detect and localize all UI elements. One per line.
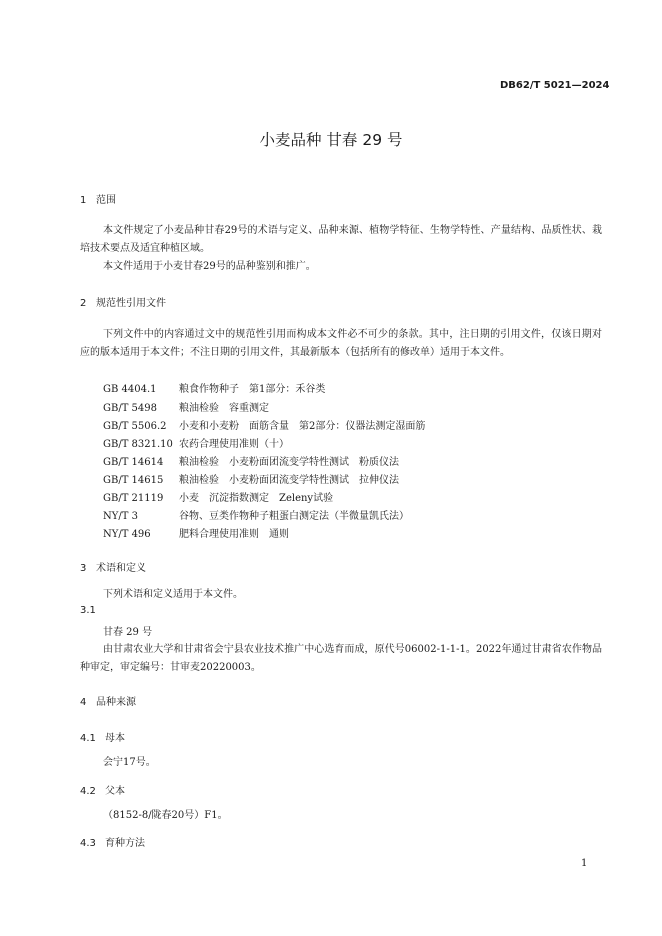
reference-item (103, 453, 399, 468)
subsection-number: 4.1 (80, 733, 96, 744)
reference-item (103, 471, 399, 486)
reference-code: GB 4404.1 (103, 384, 157, 395)
reference-title: 粮食作物种子 第1部分：禾谷类 (179, 384, 326, 395)
reference-title: 谷物、豆类作物种子粗蛋白测定法（半微量凯氏法） (179, 511, 409, 522)
reference-item (103, 399, 269, 414)
reference-code: GB/T 14614 (103, 457, 164, 468)
subsection-number: 4.3 (80, 838, 96, 849)
subsection-4-2-text: （8152-8/陇春20号）F1。 (103, 810, 228, 821)
reference-title: 粮油检验 小麦粉面团流变学特性测试 粉质仪法 (179, 457, 399, 468)
reference-title: 小麦 沉淀指数测定 Zeleny试验 (179, 493, 334, 504)
subsection-3-1-number: 3.1 (80, 605, 96, 616)
subsection-4-1-text: 会宁17号。 (103, 757, 156, 768)
reference-title: 小麦和小麦粉 面筋含量 第2部分：仪器法测定湿面筋 (179, 421, 426, 432)
reference-code: NY/T 3 (103, 511, 138, 522)
subsection-title: 母本 (105, 733, 125, 744)
reference-item (103, 380, 325, 395)
page-number: 1 (581, 858, 588, 869)
reference-title: 肥料合理使用准则 通则 (179, 529, 289, 540)
section-title: 范围 (96, 195, 116, 206)
subsection-title: 父本 (105, 786, 125, 797)
subsection-title: 育种方法 (105, 838, 145, 849)
section-number: 3 (80, 563, 87, 574)
section-1-paragraph-1: 本文件规定了小麦品种甘春29号的术语与定义、品种来源、植物学特征、生物学特性、产量结构、品质性状、栽培技术要点及适宜种植区域。 (80, 225, 602, 254)
document-code: DB62/T 5021—2024 (500, 80, 610, 91)
section-title: 术语和定义 (96, 563, 146, 574)
reference-item (103, 489, 333, 504)
section-title: 品种来源 (96, 697, 136, 708)
section-number: 4 (80, 697, 87, 708)
reference-title: 粮油检验 容重测定 (179, 403, 269, 414)
section-title: 规范性引用文件 (96, 298, 166, 309)
term-definition: 由甘肃农业大学和甘肃省会宁县农业技术推广中心选育而成，原代号06002-1-1-1。2022年通过甘肃省农作物品种审定，审定编号：甘审麦20220003。 (80, 644, 602, 673)
reference-code: GB/T 21119 (103, 493, 164, 504)
reference-code: GB/T 8321.10 (103, 439, 173, 450)
reference-item (103, 417, 425, 432)
subsection-number: 4.2 (80, 786, 96, 797)
subsection-4-1-heading (80, 729, 125, 744)
section-1-paragraph-2: 本文件适用于小麦甘春29号的品种鉴别和推广。 (103, 261, 316, 272)
reference-title: 粮油检验 小麦粉面团流变学特性测试 拉伸仪法 (179, 475, 399, 486)
section-3-paragraph-1: 下列术语和定义适用于本文件。 (103, 589, 243, 600)
section-2-paragraph-1: 下列文件中的内容通过文中的规范性引用而构成本文件必不可少的条款。其中，注日期的引用文件，仅该日期对应的版本适用于本文件；不注日期的引用文件，其最新版本（包括所有的修改单）适用于本文件。 (80, 329, 602, 358)
subsection-4-2-heading (80, 782, 125, 797)
term-name: 甘春 29 号 (103, 627, 153, 638)
page-title: 小麦品种 甘春 29 号 (259, 131, 403, 149)
reference-item (103, 525, 289, 540)
subsection-4-3-heading (80, 834, 145, 849)
reference-item (103, 435, 289, 450)
section-number: 1 (80, 195, 87, 206)
reference-code: NY/T 496 (103, 529, 151, 540)
section-3-heading (80, 559, 146, 574)
section-1-heading (80, 191, 116, 206)
reference-code: GB/T 14615 (103, 475, 164, 486)
reference-code: GB/T 5498 (103, 403, 158, 414)
section-number: 2 (80, 298, 87, 309)
reference-code: GB/T 5506.2 (103, 421, 167, 432)
section-4-heading (80, 693, 136, 708)
section-2-heading (80, 294, 166, 309)
reference-title: 农药合理使用准则（十） (179, 439, 289, 450)
reference-item (103, 507, 409, 522)
